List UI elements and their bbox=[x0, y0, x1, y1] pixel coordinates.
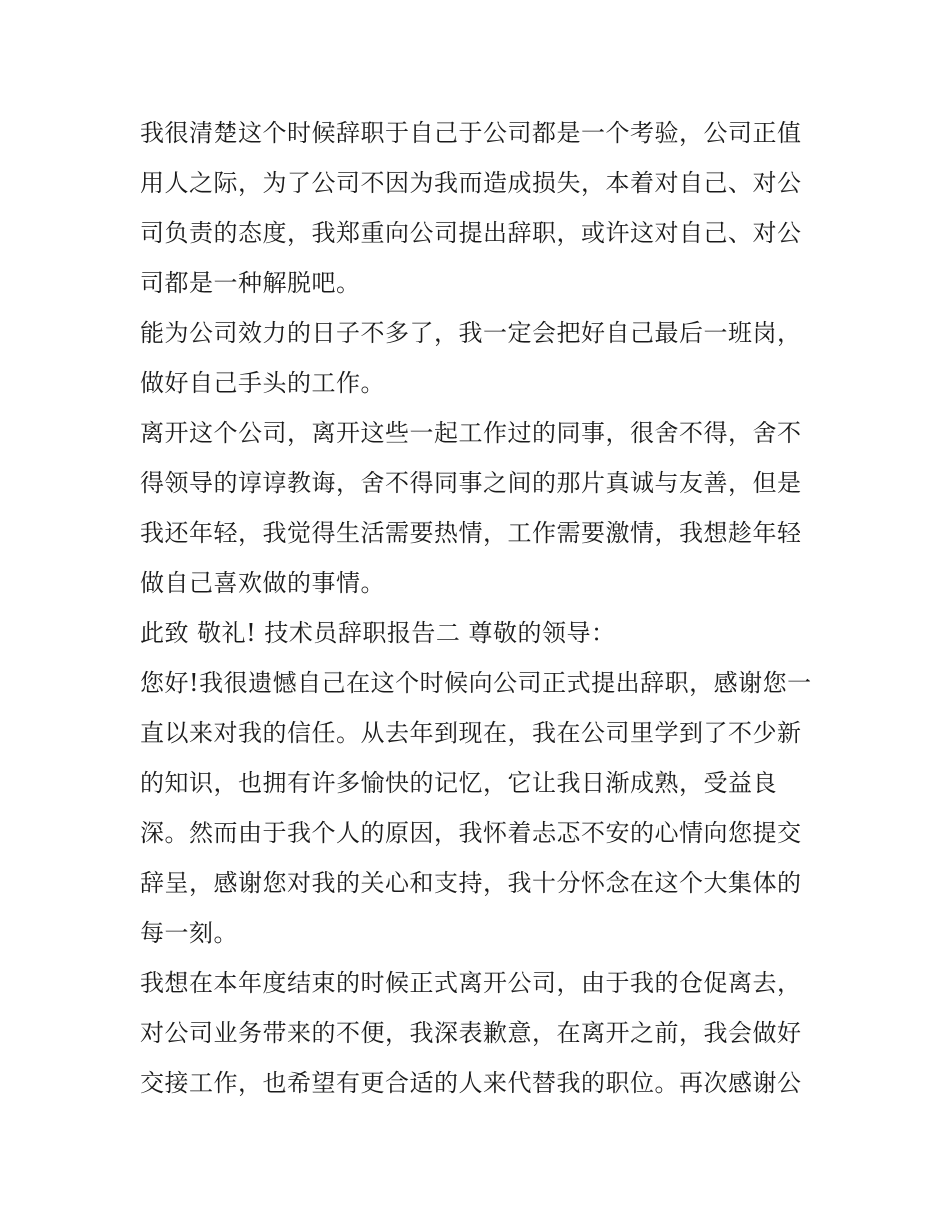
paragraph-5: 您好!我很遗憾自己在这个时候向公司正式提出辞职，感谢您一直以来对我的信任。从去年到现在，我在公司里学到了不少新的知识，也拥有许多愉快的记忆，它让我日渐成熟，受益良深。然而由于我个人的原因，我怀着忐忑不安的心情向您提交辞呈，感谢您对我的关心和支持，我十分怀念在这个大集体的每一刻。 bbox=[140, 669, 812, 947]
paragraph-4: 此致 敬礼! 技术员辞职报告二 尊敬的领导： bbox=[140, 619, 616, 647]
paragraph-6: 我想在本年度结束的时候正式离开公司，由于我的仓促离去，对公司业务带来的不便，我深表歉意，在离开之前，我会做好交接工作，也希望有更合适的人来代替我的职位。再次感谢公 bbox=[140, 969, 802, 1097]
paragraph-2: 能为公司效力的日子不多了，我一定会把好自己最后一班岗，做好自己手头的工作。 bbox=[140, 319, 802, 397]
paragraph-3: 离开这个公司，离开这些一起工作过的同事，很舍不得，舍不得领导的谆谆教诲，舍不得同事之间的那片真诚与友善，但是我还年轻，我觉得生活需要热情，工作需要激情，我想趁年轻做自己喜欢做的事情。 bbox=[140, 419, 802, 597]
paragraph-1: 我很清楚这个时候辞职于自己于公司都是一个考验，公司正值用人之际，为了公司不因为我而造成损失，本着对自己、对公司负责的态度，我郑重向公司提出辞职，或许这对自己、对公司都是一种解脱吧。 bbox=[140, 119, 802, 297]
document-body bbox=[140, 108, 815, 1108]
